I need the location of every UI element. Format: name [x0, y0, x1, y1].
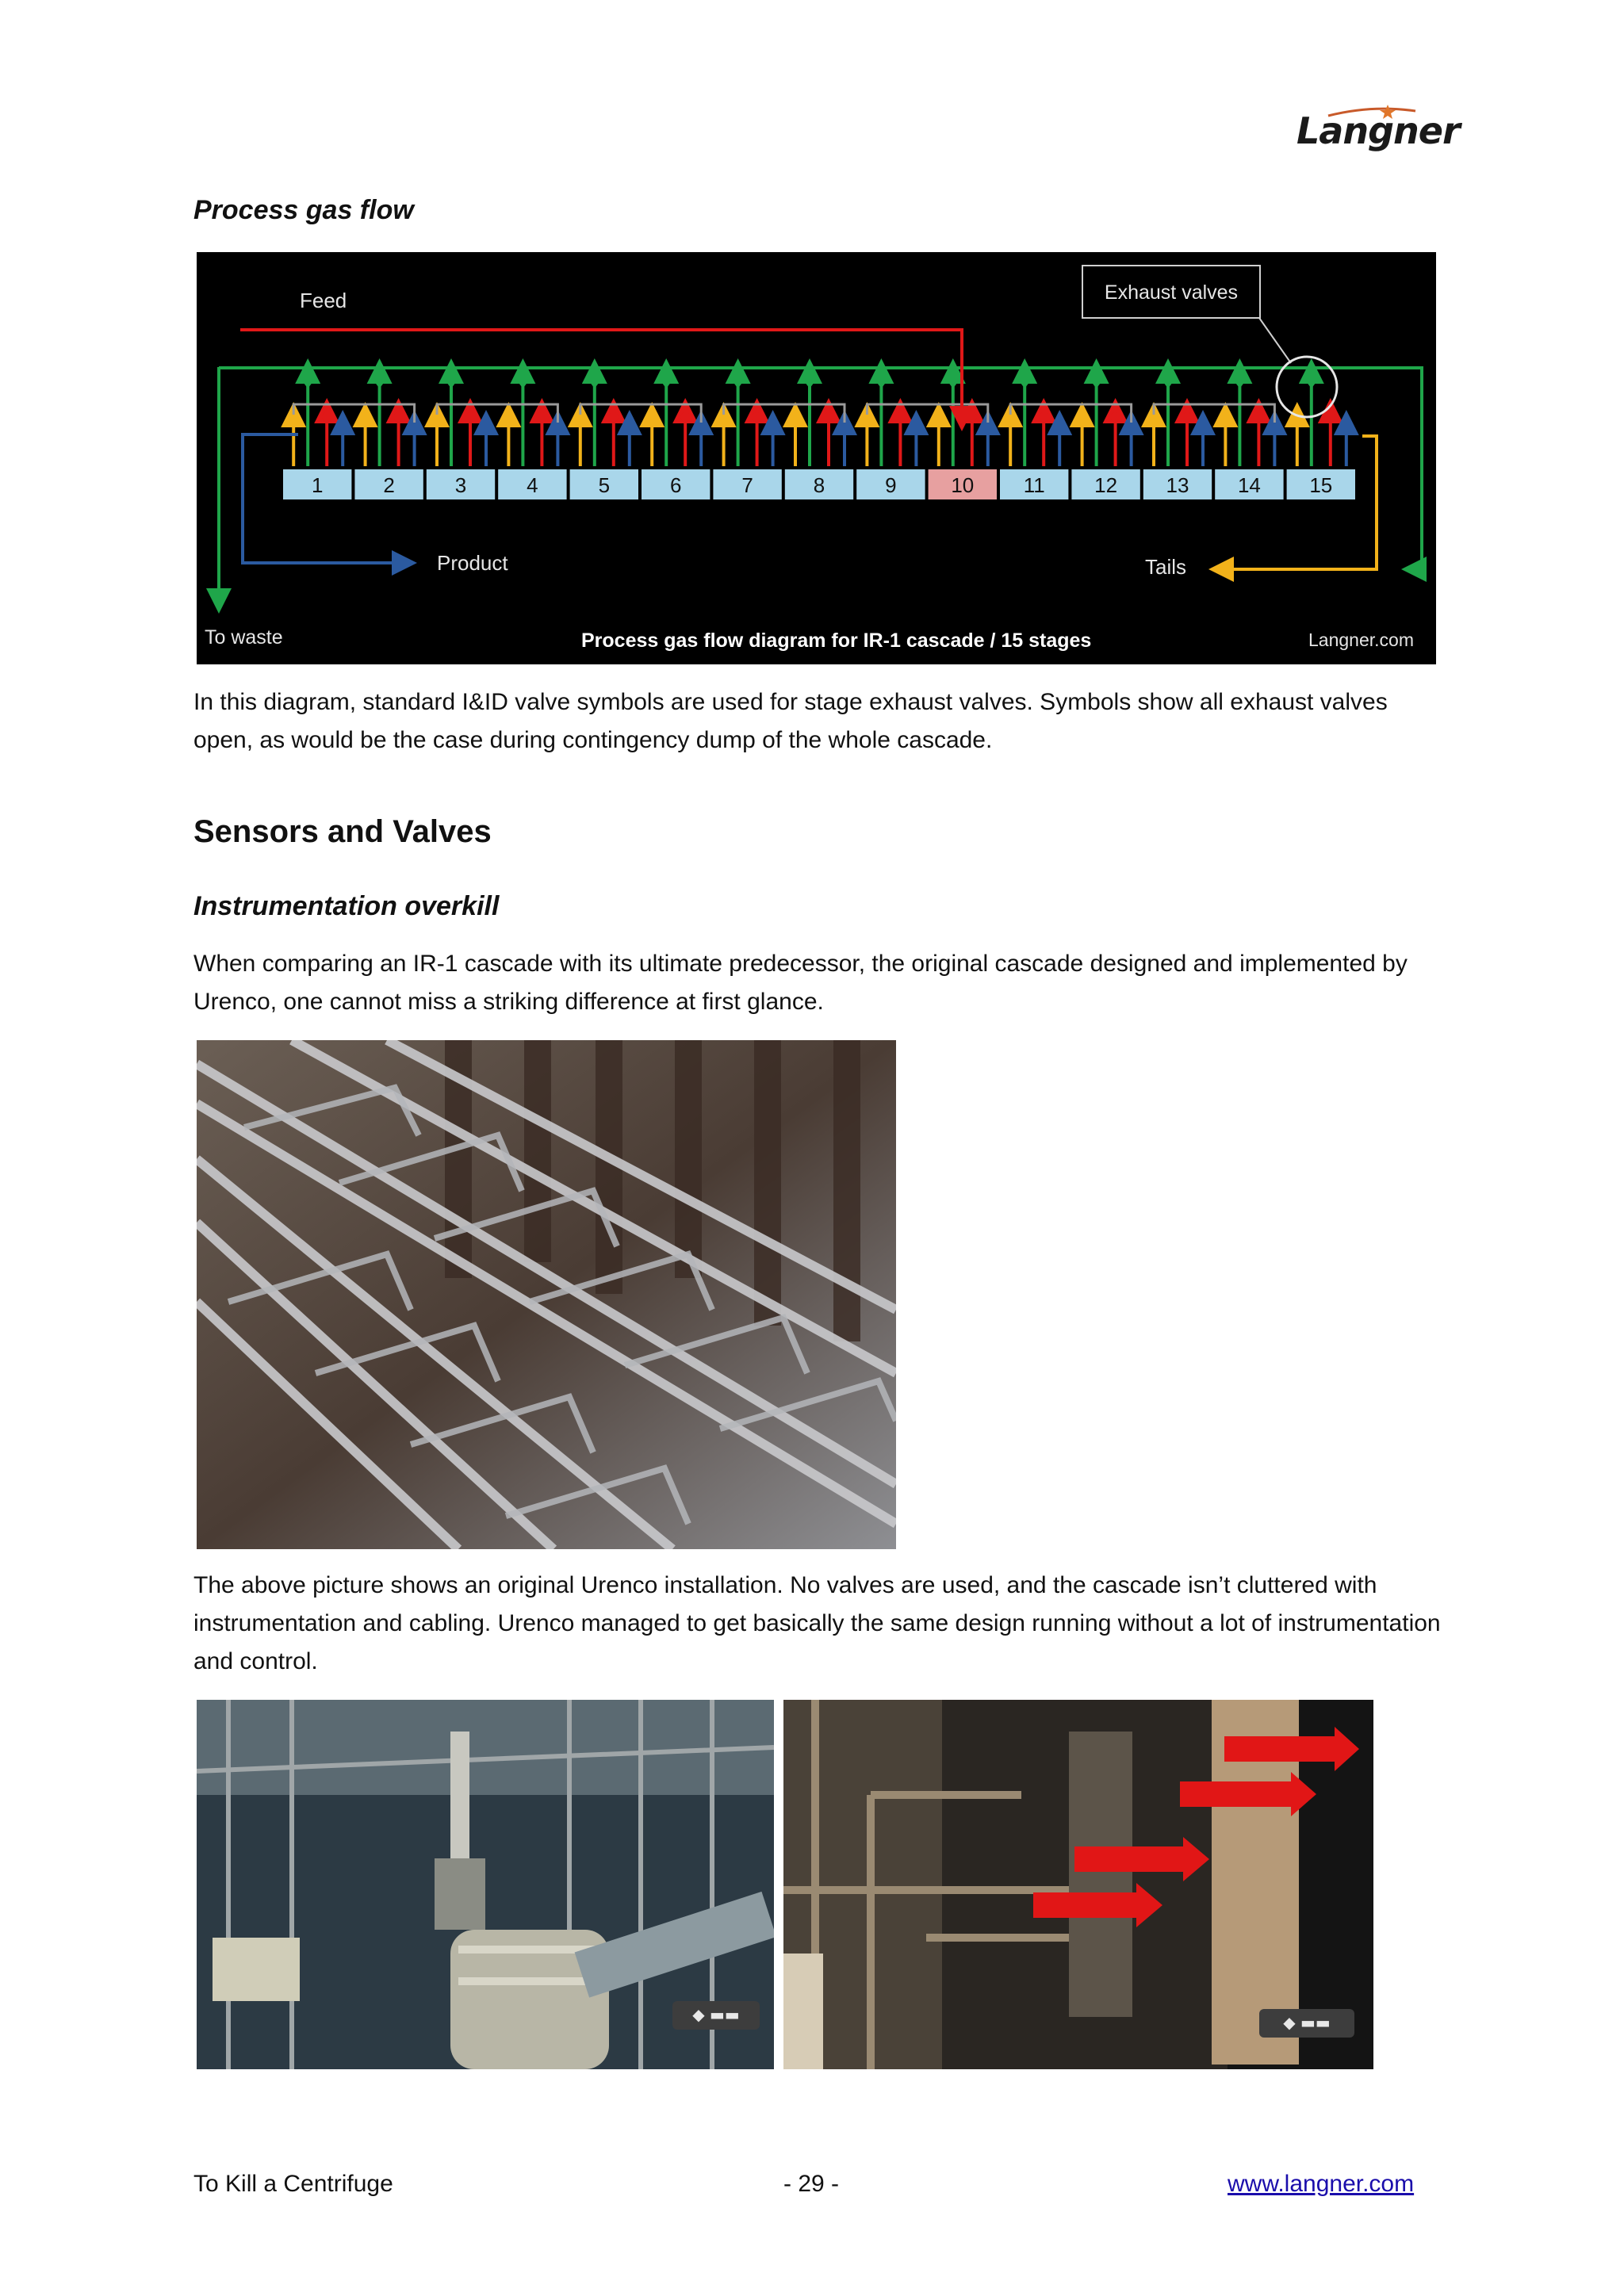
- stage-number-12: 12: [1094, 473, 1118, 497]
- exhaust-valve-10: [948, 382, 958, 388]
- feed-valve-10: [967, 412, 977, 422]
- stage-number-13: 13: [1166, 473, 1189, 497]
- feed-valve-11: [1039, 412, 1048, 422]
- subheading-instrumentation-overkill: Instrumentation overkill: [193, 891, 500, 921]
- svg-text:◆ ▬▬: ◆ ▬▬: [692, 2005, 740, 2024]
- feed-valve-15: [1326, 412, 1335, 422]
- feed-valve-3: [465, 412, 475, 422]
- stage-number-6: 6: [669, 473, 682, 497]
- comparison-paragraph: When comparing an IR-1 cascade with its ultimate predecessor, the original cascade designed and implemented by Urenco, one cannot miss a striking difference at first glance.: [193, 951, 1408, 1015]
- feed-valve-14: [1254, 412, 1263, 422]
- section-heading-sensors-valves: Sensors and Valves: [193, 814, 492, 849]
- tails-pipe: [1221, 436, 1377, 569]
- stage-number-3: 3: [454, 473, 467, 497]
- exhaust-valve-14: [1235, 382, 1244, 388]
- exhaust-valve-15: [1307, 382, 1316, 388]
- footer-page-number: - 29 -: [783, 2171, 840, 2197]
- feed-valve-6: [680, 412, 690, 422]
- exhaust-valve-12: [1092, 382, 1101, 388]
- feed-valve-4: [537, 412, 546, 422]
- feed-valve-13: [1182, 412, 1192, 422]
- tails-label: Tails: [1145, 555, 1187, 579]
- exhaust-valve-3: [446, 382, 456, 388]
- stage-number-7: 7: [741, 473, 753, 497]
- feed-valve-9: [895, 412, 905, 422]
- feed-valve-1: [322, 412, 331, 422]
- exhaust-valve-9: [876, 382, 886, 388]
- urenco-installation-photo: [197, 1040, 896, 1549]
- diagram-canvas: [197, 252, 1436, 664]
- diagram-description: In this diagram, standard I&ID valve symbols are used for stage exhaust valves. Symbols show all exhaust valves open, as would be the case during contingency dump of the whole cascade.: [193, 689, 1388, 753]
- feed-valve-7: [753, 412, 762, 422]
- exhaust-valve-2: [375, 382, 385, 388]
- ir1-instrumentation-image-left: [197, 1700, 774, 2069]
- footer-doc-title: To Kill a Centrifuge: [193, 2171, 393, 2197]
- feed-valve-5: [609, 412, 619, 422]
- diagram-caption: Process gas flow diagram for IR-1 cascade / 15 stages: [581, 629, 1092, 652]
- process-gas-flow-diagram: [197, 252, 1436, 664]
- diagram-credit: Langner.com: [1308, 629, 1414, 650]
- stage-number-10: 10: [951, 473, 975, 497]
- feed-valve-12: [1111, 412, 1120, 422]
- exhaust-valves-label: Exhaust valves: [1104, 281, 1239, 304]
- stage-number-15: 15: [1309, 473, 1333, 497]
- stage-number-1: 1: [311, 473, 324, 497]
- feed-valve-8: [824, 412, 833, 422]
- svg-text:◆ ▬▬: ◆ ▬▬: [1283, 2013, 1331, 2032]
- ir1-instrumentation-photo-left: [197, 1700, 774, 2069]
- footer-website-link[interactable]: www.langner.com: [1228, 2171, 1415, 2197]
- urenco-pipes-image: [197, 1040, 896, 1549]
- exhaust-valve-13: [1163, 382, 1173, 388]
- stage-number-4: 4: [527, 473, 538, 497]
- ir1-instrumentation-photo-right: [783, 1700, 1373, 2069]
- feed-label: Feed: [300, 289, 347, 312]
- exhaust-valve-11: [1020, 382, 1029, 388]
- exhaust-valve-6: [661, 382, 671, 388]
- exhaust-valve-1: [303, 382, 312, 388]
- urenco-description: The above picture shows an original Urenco installation. No valves are used, and the cascade isn’t cluttered with instrumentation and cabling. Urenco managed to get basically the same design running without a lot of instrumentation and control.: [193, 1572, 1441, 1674]
- exhaust-valve-highlight: [1277, 357, 1337, 417]
- ir1-instrumentation-image-right: [783, 1700, 1373, 2069]
- exhaust-valve-5: [590, 382, 599, 388]
- exhaust-valve-4: [518, 382, 527, 388]
- logo-text: Langner: [1297, 109, 1460, 152]
- product-label: Product: [437, 551, 508, 575]
- stage-number-2: 2: [383, 473, 395, 497]
- stage-number-11: 11: [1023, 473, 1045, 497]
- stage-number-8: 8: [813, 473, 825, 497]
- exhaust-valve-7: [733, 382, 743, 388]
- section-heading-process-gas-flow: Process gas flow: [193, 195, 414, 225]
- feed-valve-2: [394, 412, 404, 422]
- exhaust-header-pipe: [219, 368, 1422, 569]
- exhaust-valve-8: [805, 382, 814, 388]
- stage-number-9: 9: [885, 473, 897, 497]
- stage-number-14: 14: [1237, 473, 1261, 497]
- stage-number-5: 5: [598, 473, 611, 497]
- langner-logo: [1297, 101, 1460, 157]
- to-waste-label: To waste: [205, 626, 283, 649]
